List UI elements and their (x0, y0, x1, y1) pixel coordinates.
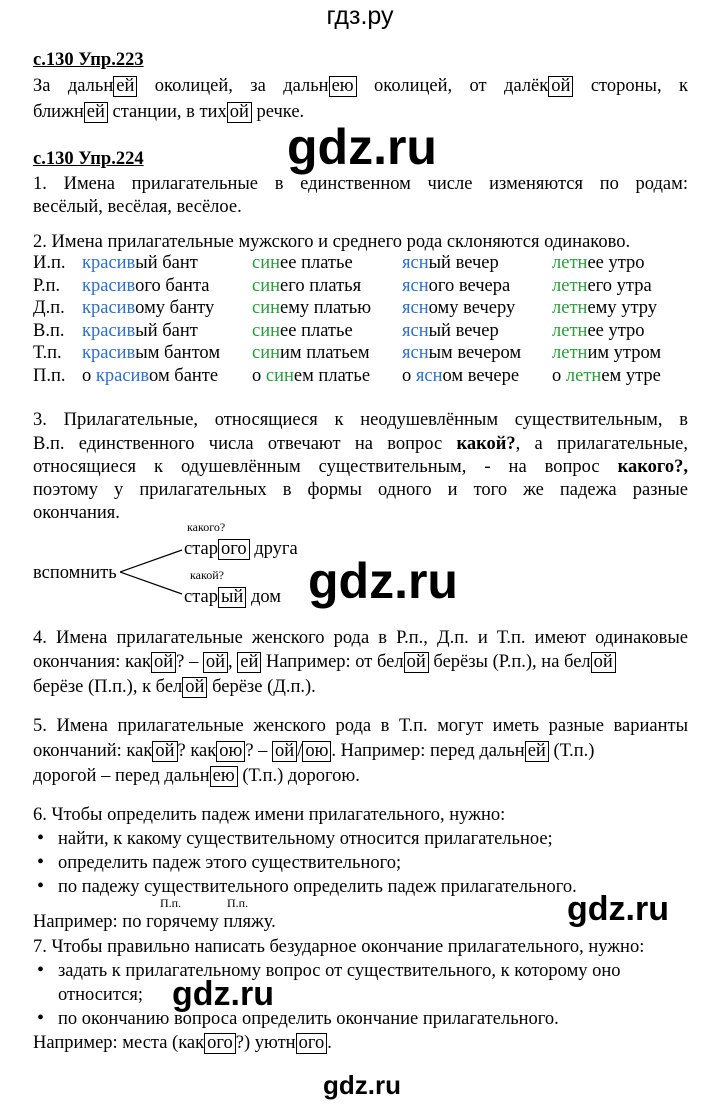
scheme-branch-lines (120, 545, 190, 600)
declension-cell: синему платью (252, 298, 372, 318)
declension-cell: синего платья (252, 275, 362, 296)
declension-cell: красивым бантом (82, 343, 221, 363)
declension-cell: ясный вечер (402, 253, 499, 273)
list-item: • определить падеж этого существительного; (33, 853, 577, 877)
declension-cell: синим платьем (252, 343, 370, 363)
p3-line-2: В.п. единственного числа отвечают на вопрос какой?, а прилагательные, (33, 434, 688, 454)
p2-intro: 2. Имена прилагательные мужского и среднего рода склоняются одинаково. (33, 232, 631, 252)
ending-box: ей (84, 102, 108, 123)
case-note: П.п. (160, 896, 182, 910)
declension-row (33, 298, 672, 321)
declension-cell: ясного вечера (402, 275, 511, 296)
ending-box: ой (203, 652, 228, 673)
p3-line-5: окончания. (33, 503, 120, 523)
case-label: В.п. (33, 320, 65, 341)
declension-cell: красивый бант (82, 253, 198, 273)
declension-table (33, 253, 672, 388)
list-item-continuation: относится; (58, 985, 143, 1005)
ending-box: ою (216, 741, 245, 762)
declension-row (33, 253, 672, 276)
declension-cell: ясный вечер (402, 320, 499, 341)
p1-line-1: 1. Имена прилагательные в единственном числе изменяются по родам: (33, 174, 688, 194)
case-label: Д.п. (33, 298, 65, 318)
site-header: гдз.ру (326, 2, 394, 30)
ex223-line-1: За дальн ей околицей, за дальн ею околицей, от далёк ой стороны, к (33, 76, 688, 96)
ending-box: ой (227, 102, 252, 123)
p6-intro: 6. Чтобы определить падеж имени прилагательного, нужно: (33, 805, 506, 825)
ending-box: ой (182, 677, 207, 698)
scheme-word-2: стар ый дом (184, 587, 281, 607)
case-label: Т.п. (33, 343, 62, 363)
p6-list (33, 829, 577, 901)
declension-cell: летним утром (552, 343, 662, 363)
declension-cell: летнее утро (552, 320, 645, 341)
exercise-223-heading: с.130 Упр.223 (33, 50, 144, 70)
declension-cell: о красивом банте (82, 365, 219, 386)
declension-cell: синее платье (252, 320, 353, 341)
p7-list (33, 961, 621, 1033)
ending-box: ою (302, 741, 331, 762)
declension-cell: о летнем утре (552, 365, 661, 386)
p5-line-1: 5. Имена прилагательные женского рода в Т.п. могут иметь разные варианты (33, 716, 688, 736)
p7-example: Например: места (как ого ?) уютн ого . (33, 1033, 332, 1053)
declension-row (33, 366, 672, 389)
scheme-verb: вспомнить (33, 563, 117, 583)
list-item: • по окончанию вопроса определить окончание прилагательного. (33, 1009, 621, 1033)
p4-line-2: окончания: как ой ? – ой , ей Например: от бел ой берёзы (Р.п.), на бел ой (33, 652, 616, 673)
declension-cell: о ясном вечере (402, 365, 520, 386)
list-item: • найти, к какому существительному относится прилагательное; (33, 829, 577, 853)
declension-row (33, 321, 672, 344)
ending-box: ой (591, 652, 616, 673)
ending-box: ый (218, 587, 246, 608)
ending-box: ой (548, 76, 573, 97)
p1-line-2: весёлый, весёлая, весёлое. (33, 197, 242, 217)
list-item: • по падежу существительного определить падеж прилагательного. (33, 877, 577, 901)
p4-line-3: берёзе (П.п.), к бел ой берёзе (Д.п.). (33, 677, 316, 697)
ending-box: ей (237, 652, 261, 673)
declension-cell: летнего утра (552, 275, 652, 296)
ending-box: ого (204, 1033, 236, 1054)
ex223-line-2: ближн ей станции, в тих ой речке. (33, 102, 305, 122)
list-item: • задать к прилагательному вопрос от существительного, к которому оно (33, 961, 621, 985)
ending-box: ой (404, 652, 429, 673)
p5-line-2: окончаний: как ой ? как ою ? – ой / ою . Например: перед дальн ей (Т.п.) (33, 741, 595, 761)
ending-box: ей (113, 76, 137, 97)
ending-box: ей (525, 741, 549, 762)
scheme-word-1: стар ого друга (184, 539, 298, 559)
p3-line-4: поэтому у прилагательных в формы одного и того же падежа разные (33, 480, 688, 500)
watermark: gdz.ru (567, 890, 669, 928)
question-label: какой? (190, 568, 224, 582)
exercise-224-heading: с.130 Упр.224 (33, 149, 144, 169)
p4-line-1: 4. Имена прилагательные женского рода в Р.п., Д.п. и Т.п. имеют одинаковые (33, 628, 688, 648)
declension-cell: ясным вечером (402, 343, 522, 363)
ending-box: ой (272, 741, 297, 762)
declension-cell: летнему утру (552, 298, 658, 318)
watermark: gdz.ru (323, 1070, 401, 1100)
ending-box: ею (329, 76, 357, 97)
p3-line-1: 3. Прилагательные, относящиеся к неодушевлённым существительным, в (33, 410, 688, 430)
p7-intro: 7. Чтобы правильно написать безударное окончание прилагательного, нужно: (33, 937, 645, 957)
case-label: И.п. (33, 253, 66, 273)
p3-line-3: относящиеся к одушевлённым существительным, - на вопрос какого?, (33, 457, 688, 477)
question-label: какого? (187, 520, 226, 534)
p5-line-3: дорогой – перед дальн ею (Т.п.) дорогою. (33, 766, 360, 786)
declension-row (33, 276, 672, 299)
ending-box: ого (218, 539, 250, 560)
declension-cell: синее платье (252, 253, 353, 273)
declension-cell: красивого банта (82, 275, 210, 296)
p6-example: Например: по горячему пляжу. (33, 912, 276, 932)
declension-row (33, 343, 672, 366)
watermark: gdz.ru (287, 119, 437, 175)
ending-box: ею (210, 766, 238, 787)
declension-cell: о синем платье (252, 365, 371, 386)
watermark: gdz.ru (172, 975, 274, 1013)
declension-cell: летнее утро (552, 253, 645, 273)
ending-box: ой (151, 652, 176, 673)
case-note: П.п. (227, 896, 249, 910)
declension-cell: красивый бант (82, 320, 198, 341)
ending-box: ого (296, 1033, 328, 1054)
case-label: П.п. (33, 365, 66, 386)
declension-cell: ясному вечеру (402, 298, 516, 318)
declension-cell: красивому банту (82, 298, 215, 318)
watermark: gdz.ru (308, 553, 458, 609)
case-label: Р.п. (33, 275, 61, 296)
ending-box: ой (152, 741, 177, 762)
